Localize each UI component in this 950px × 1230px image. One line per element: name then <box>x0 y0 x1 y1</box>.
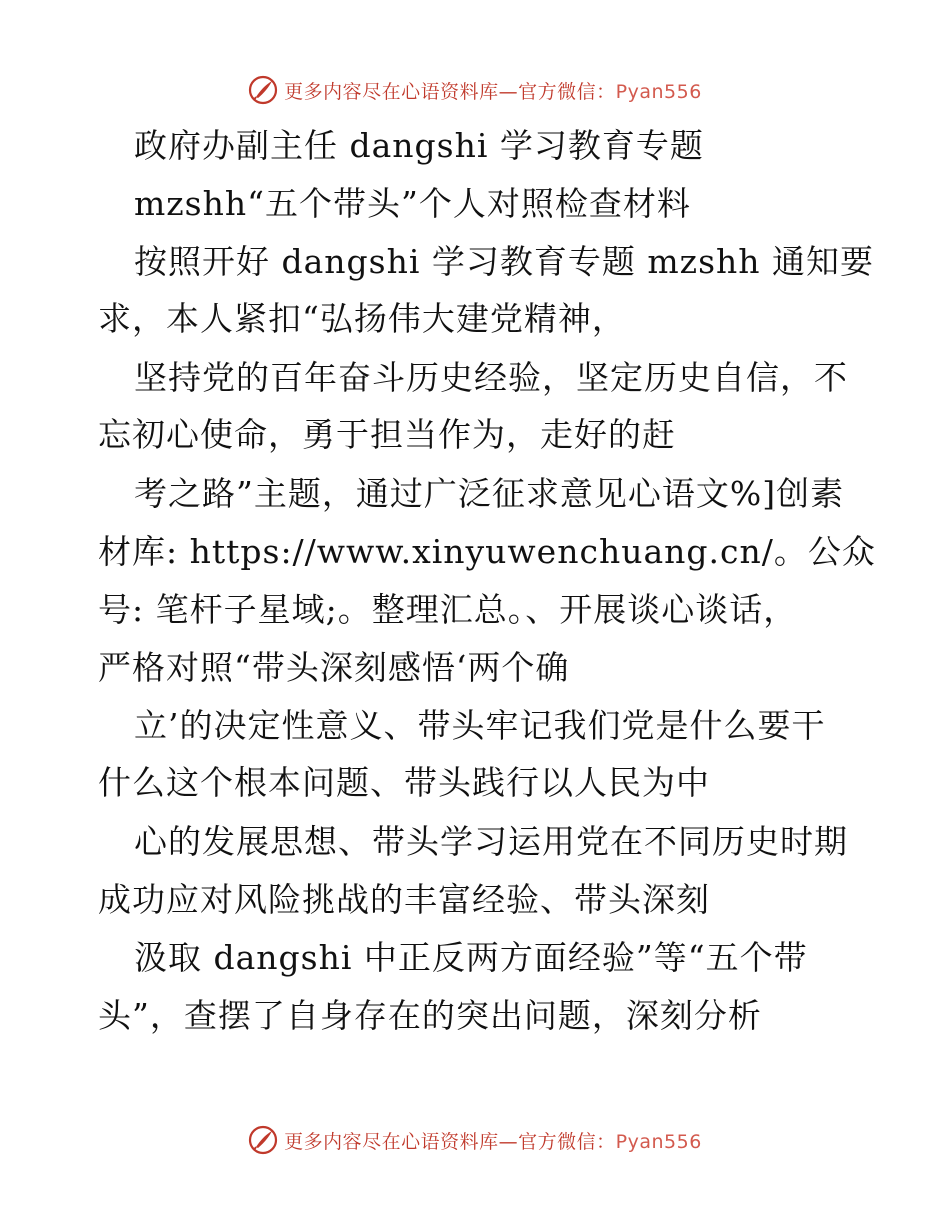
document-title-line-1: 政府办副主任 dangshi 学习教育专题 <box>134 126 704 165</box>
banner-text <box>284 1127 702 1154</box>
paragraph-line: 考之路”主题，通过广泛征求意见心语文%]创素 <box>134 474 845 513</box>
paragraph-line: 坚持党的百年奋斗历史经验，坚定历史自信，不 <box>134 358 848 397</box>
paragraph-line: 忘初心使命，勇于担当作为，走好的赶 <box>98 415 676 454</box>
header-banner <box>0 70 950 110</box>
paragraph-line: 心的发展思想、带头学习运用党在不同历史时期 <box>134 822 848 861</box>
paragraph-line: 什么这个根本问题、带头践行以人民为中 <box>98 763 710 802</box>
paragraph-line: 汲取 dangshi 中正反两方面经验”等“五个带 <box>134 938 808 977</box>
banner-label: 更多内容尽在心语资料库—官方微信： <box>284 1130 616 1153</box>
paragraph-line: 按照开好 dangshi 学习教育专题 mzshh 通知要 <box>134 242 874 281</box>
quill-pen-seal-icon <box>248 1125 278 1155</box>
banner-label: 更多内容尽在心语资料库—官方微信： <box>284 80 616 103</box>
paragraph-line: 头”，查摆了自身存在的突出问题，深刻分析 <box>98 996 762 1035</box>
paragraph-line: 求，本人紧扣“弘扬伟大建党精神， <box>98 299 626 338</box>
banner-text <box>284 77 702 104</box>
footer-banner <box>0 1120 950 1160</box>
paragraph-line: 立’的决定性意义、带头牢记我们党是什么要干 <box>134 706 826 745</box>
quill-pen-seal-icon <box>248 75 278 105</box>
wechat-handle: Pyan556 <box>615 1130 702 1153</box>
paragraph-line: 严格对照“带头深刻感悟‘两个确 <box>98 648 570 687</box>
wechat-handle: Pyan556 <box>615 80 702 103</box>
paragraph-line: 成功应对风险挑战的丰富经验、带头深刻 <box>98 880 710 919</box>
document-title-line-2: mzshh“五个带头”个人对照检查材料 <box>134 184 691 223</box>
paragraph-line: 材库: https://www.xinyuwenchuang.cn/。公众 <box>98 532 876 571</box>
paragraph-line: 号: 笔杆子星域;。整理汇总。、开展谈心谈话， <box>98 590 798 629</box>
